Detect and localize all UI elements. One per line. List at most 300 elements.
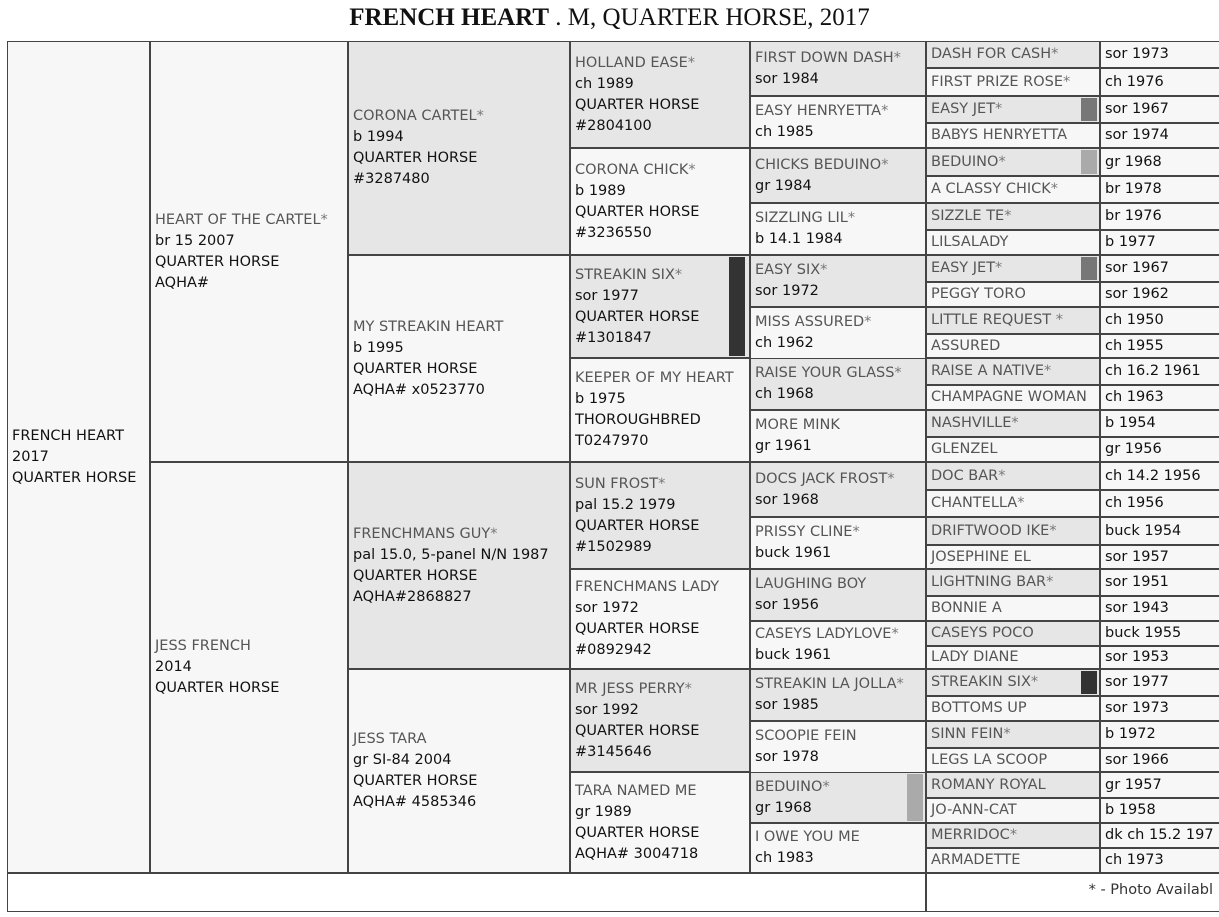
cell-content: [927, 799, 1099, 822]
gen5-info-cell: [1100, 282, 1219, 307]
gen5-name-cell[interactable]: [926, 123, 1100, 148]
cell-content: [927, 283, 1099, 306]
cell-content: [927, 386, 1099, 409]
gen5-name-cell[interactable]: [926, 721, 1100, 748]
gen3-breed: QUARTER HORSE: [575, 96, 700, 113]
horse-name: EASY JET: [931, 260, 996, 276]
grandparent-cell[interactable]: [348, 255, 570, 462]
gen4-name: [755, 469, 921, 490]
cell-content: [571, 463, 749, 568]
gen5-name-cell[interactable]: [926, 334, 1100, 358]
gen5-info: sor 1973: [1105, 46, 1169, 62]
gen4-cell[interactable]: [750, 721, 926, 773]
cell-content: [927, 411, 1099, 436]
photo-bar: [1081, 150, 1097, 174]
horse-name: BEDUINO: [755, 778, 823, 795]
photo-star: *: [822, 778, 830, 795]
gen4-cell[interactable]: [750, 148, 926, 203]
cell-content: [1101, 697, 1219, 720]
gen4-info: sor 1972: [755, 283, 819, 299]
gen5-name-cell[interactable]: [926, 307, 1100, 334]
cell-content: [927, 335, 1099, 357]
gen5-info: sor 1967: [1105, 101, 1169, 117]
gen1-breed: QUARTER HORSE: [155, 253, 280, 270]
cell-content: [927, 570, 1099, 595]
sire-dam-cell[interactable]: [150, 462, 348, 873]
cell-content: [927, 42, 1099, 67]
footer-left: [7, 873, 926, 912]
photo-star: *: [1030, 674, 1039, 690]
gen5-name-cell[interactable]: [926, 669, 1100, 696]
cell-content: [927, 69, 1099, 95]
gen5-name: [931, 850, 1095, 871]
cell-content: [927, 308, 1099, 333]
cell-content: [927, 773, 1099, 797]
photo-star: *: [1055, 312, 1064, 328]
cell-content: [1101, 622, 1219, 645]
gen5-name-cell[interactable]: [926, 96, 1100, 123]
horse-name: CORONA CHICK: [575, 161, 689, 178]
photo-star: *: [320, 211, 328, 228]
cell-content: [751, 204, 925, 254]
grandparent-cell[interactable]: [348, 41, 570, 255]
gen5-info-cell: [1100, 569, 1219, 596]
gen5-info: ch 16.2 1961: [1105, 363, 1201, 379]
horse-name: SIZZLE TE: [931, 208, 1005, 224]
photo-star: *: [894, 365, 902, 381]
gen5-info: sor 1953: [1105, 649, 1169, 665]
cell-content: [927, 749, 1099, 771]
great-grandparent-cell[interactable]: [570, 148, 750, 255]
gen3-reg: AQHA# 3004718: [575, 845, 699, 862]
horse-name: MR JESS PERRY: [575, 680, 685, 697]
gen5-name: [931, 598, 1095, 619]
cell-content: [1101, 335, 1219, 357]
gen2-breed: QUARTER HORSE: [353, 773, 478, 789]
gen2-breed: QUARTER HORSE: [353, 150, 478, 166]
cell-content: [751, 42, 925, 95]
horse-name: STREAKIN LA JOLLA: [755, 676, 897, 692]
horse-name: FIRST DOWN DASH: [755, 49, 894, 66]
gen1-breed: QUARTER HORSE: [155, 680, 280, 696]
gen4-info: gr 1984: [755, 177, 812, 194]
gen5-name-cell[interactable]: [926, 437, 1100, 462]
cell-content: [751, 518, 925, 568]
gen1-info: 2014: [155, 659, 192, 675]
photo-star: *: [893, 49, 901, 66]
great-grandparent-cell[interactable]: [570, 358, 750, 462]
gen4-info: sor 1985: [755, 697, 819, 713]
photo-star: *: [1003, 726, 1011, 742]
cell-content: [151, 463, 347, 872]
cell-content: [751, 149, 925, 202]
cell-content: [571, 773, 749, 872]
gen4-name: [755, 574, 921, 595]
gen4-cell[interactable]: [750, 569, 926, 621]
gen4-cell[interactable]: [750, 410, 926, 462]
horse-name: DOCS JACK FROST: [755, 470, 888, 487]
gen5-name-cell[interactable]: [926, 569, 1100, 596]
cell-content: [1101, 463, 1219, 489]
horse-name: STREAKIN SIX: [931, 674, 1031, 690]
gen5-name: [931, 647, 1095, 668]
gen4-name: [755, 363, 921, 384]
gen2-breed: QUARTER HORSE: [353, 360, 478, 377]
gen5-name: [931, 413, 1095, 434]
gen5-name-cell[interactable]: [926, 517, 1100, 545]
cell-content: [927, 647, 1099, 668]
gen5-info: buck 1954: [1105, 522, 1182, 539]
gen5-name-cell[interactable]: [926, 798, 1100, 823]
cell-content: [751, 570, 925, 620]
cell-content: [1101, 749, 1219, 771]
gen5-info: sor 1973: [1105, 700, 1169, 716]
cell-content: [571, 149, 749, 254]
cell-content: [349, 670, 569, 872]
gen3-breed: QUARTER HORSE: [575, 517, 700, 534]
gen5-info: gr 1957: [1105, 776, 1162, 793]
horse-name: BOTTOMS UP: [931, 700, 1027, 716]
gen2-name: [353, 317, 565, 338]
grandparent-cell[interactable]: [348, 462, 570, 669]
horse-name: HEART OF THE CARTEL: [155, 211, 321, 228]
gen4-cell[interactable]: [750, 96, 926, 148]
gen3-breed: QUARTER HORSE: [575, 824, 700, 841]
gen5-info-cell: [1100, 148, 1219, 176]
photo-star: *: [995, 260, 1003, 276]
gen4-info: sor 1968: [755, 491, 819, 508]
horse-name: BONNIE A: [931, 600, 1002, 616]
gen5-name: [931, 466, 1095, 487]
gen5-name: [931, 44, 1095, 65]
cell-content: [1101, 42, 1219, 67]
gen2-info: pal 15.0, 5-panel N/N 1987: [353, 546, 549, 563]
sire-dam-cell[interactable]: [150, 41, 348, 462]
gen5-name-cell[interactable]: [926, 621, 1100, 646]
gen5-name-cell[interactable]: [926, 176, 1100, 203]
cell-content: [751, 359, 925, 409]
horse-name: KEEPER OF MY HEART: [575, 370, 734, 386]
cell-content: [571, 359, 749, 461]
gen4-info: ch 1985: [755, 124, 814, 140]
gen2-reg: AQHA#2868827: [353, 588, 472, 605]
gen3-reg: #0892942: [575, 642, 652, 658]
gen5-name-cell[interactable]: [926, 646, 1100, 669]
cell-content: [927, 204, 1099, 229]
gen3-breed: QUARTER HORSE: [575, 621, 700, 637]
cell-content: [927, 670, 1099, 695]
gen5-name-cell[interactable]: [926, 748, 1100, 772]
gen5-name-cell[interactable]: [926, 282, 1100, 307]
gen5-name-cell[interactable]: [926, 696, 1100, 721]
horse-name: PRISSY CLINE: [755, 524, 853, 540]
gen5-name: [931, 698, 1095, 719]
gen4-name: [755, 726, 921, 747]
gen5-name: [931, 800, 1095, 821]
gen5-name: [931, 99, 1095, 120]
photo-star: *: [490, 525, 498, 542]
photo-star: *: [891, 626, 899, 642]
gen3-info: sor 1977: [575, 287, 639, 304]
photo-star: *: [1009, 827, 1018, 843]
cell-content: [151, 42, 347, 461]
gen5-name: [931, 336, 1095, 357]
cell-content: [571, 256, 749, 357]
gen4-cell[interactable]: [750, 462, 926, 517]
cell-content: [1101, 849, 1219, 872]
gen5-name: [931, 125, 1095, 146]
gen4-info: b 14.1 1984: [755, 231, 843, 247]
horse-name: FIRST PRIZE ROSE: [931, 73, 1064, 90]
horse-name: CHAMPAGNE WOMAN: [931, 389, 1087, 405]
gen4-name: [755, 48, 921, 69]
cell-content: [751, 463, 925, 516]
gen5-info-cell: [1100, 230, 1219, 255]
gen4-cell[interactable]: [750, 203, 926, 255]
gen5-info-cell: [1100, 646, 1219, 669]
gen5-info-cell: [1100, 203, 1219, 230]
footer-right: [926, 873, 1219, 912]
gen3-name: [575, 160, 745, 181]
gen5-info: sor 1951: [1105, 574, 1169, 590]
cell-content: [751, 722, 925, 772]
cell-content: [1101, 386, 1219, 409]
horse-name: CORONA CARTEL: [353, 108, 477, 124]
cell-content: [1101, 124, 1219, 147]
great-grandparent-cell[interactable]: [570, 462, 750, 569]
gen5-info-cell: [1100, 621, 1219, 646]
gen3-info: pal 15.2 1979: [575, 496, 676, 513]
gen5-name-cell[interactable]: [926, 255, 1100, 282]
gen4-name: [755, 415, 921, 436]
gen4-cell[interactable]: [750, 517, 926, 569]
gen3-reg: #1301847: [575, 329, 652, 346]
gen5-info: ch 14.2 1956: [1105, 467, 1201, 484]
gen5-name-cell[interactable]: [926, 358, 1100, 385]
gen5-info-cell: [1100, 255, 1219, 282]
gen3-breed: THOROUGHBRED: [575, 412, 701, 428]
photo-star: *: [995, 101, 1003, 117]
horse-name: LAUGHING BOY: [755, 576, 867, 592]
gen5-info: buck 1955: [1105, 625, 1182, 641]
horse-name: HOLLAND EASE: [575, 54, 688, 71]
horse-name: CASEYS LADYLOVE: [755, 626, 892, 642]
gen5-info-cell: [1100, 96, 1219, 123]
gen5-name: [931, 439, 1095, 460]
photo-star: *: [1046, 574, 1054, 590]
cell-content: [1101, 283, 1219, 306]
cell-content: [1101, 69, 1219, 95]
horse-name: EASY JET: [931, 101, 996, 117]
cell-content: [571, 670, 749, 771]
gen4-cell[interactable]: [750, 823, 926, 873]
gen5-name-cell[interactable]: [926, 410, 1100, 437]
photo-star: *: [1063, 73, 1071, 90]
photo-star: *: [1004, 208, 1012, 224]
gen2-info: b 1995: [353, 339, 404, 356]
gen4-cell[interactable]: [750, 621, 926, 669]
gen5-info-cell: [1100, 68, 1219, 96]
cell-content: [1101, 256, 1219, 281]
great-grandparent-cell[interactable]: [570, 255, 750, 358]
horse-name: SIZZLING LIL: [755, 210, 848, 226]
gen4-cell[interactable]: [750, 41, 926, 96]
gen5-name-cell[interactable]: [926, 823, 1100, 848]
gen4-name: [755, 312, 921, 333]
cell-content: [1101, 438, 1219, 461]
gen5-name: [931, 361, 1095, 382]
great-grandparent-cell[interactable]: [570, 772, 750, 873]
gen5-name-cell[interactable]: [926, 230, 1100, 255]
gen5-name-cell[interactable]: [926, 772, 1100, 798]
horse-name: LILSALADY: [931, 234, 1009, 250]
gen5-name-cell[interactable]: [926, 490, 1100, 517]
gen4-name: [755, 522, 921, 543]
cell-content: [1101, 824, 1219, 847]
photo-star: *: [688, 161, 696, 178]
gen4-name: [755, 827, 921, 848]
gen4-name: [755, 674, 921, 695]
photo-bar: [729, 257, 745, 356]
gen4-info: gr 1961: [755, 438, 812, 454]
horse-name: EASY HENRYETTA: [755, 103, 882, 119]
gen4-name: [755, 155, 921, 176]
gen4-cell[interactable]: [750, 358, 926, 410]
gen5-info-cell: [1100, 334, 1219, 358]
horse-name: RAISE YOUR GLASS: [755, 365, 895, 381]
great-grandparent-cell[interactable]: [570, 569, 750, 669]
gen5-info: b 1977: [1105, 234, 1156, 250]
photo-star: *: [1049, 522, 1057, 539]
horse-name: FRENCHMANS GUY: [353, 525, 491, 542]
subject-name: FRENCH HEART: [12, 427, 124, 444]
gen5-info: ch 1955: [1105, 337, 1164, 354]
gen4-info: ch 1983: [755, 850, 814, 866]
cell-content: [927, 124, 1099, 147]
horse-name: I OWE YOU ME: [755, 829, 860, 845]
photo-star: *: [881, 103, 889, 119]
gen3-breed: QUARTER HORSE: [575, 308, 700, 325]
gen5-name: [931, 284, 1095, 305]
horse-name: PEGGY TORO: [931, 286, 1026, 302]
photo-star: *: [847, 210, 856, 226]
gen5-info: sor 1962: [1105, 286, 1169, 302]
gen5-name-cell[interactable]: [926, 545, 1100, 569]
gen5-name-cell[interactable]: [926, 848, 1100, 873]
gen5-info: sor 1974: [1105, 127, 1169, 143]
cell-content: [1101, 799, 1219, 822]
gen4-name: [755, 777, 921, 798]
photo-star: *: [881, 156, 889, 173]
horse-name: SINN FEIN: [931, 726, 1004, 742]
horse-name: GLENZEL: [931, 441, 998, 457]
gen5-info: sor 1943: [1105, 600, 1169, 616]
cell-content: [927, 97, 1099, 122]
great-grandparent-cell[interactable]: [570, 41, 750, 148]
photo-bar: [1081, 257, 1097, 280]
photo-star: *: [1050, 181, 1059, 197]
subject-breed: QUARTER HORSE: [12, 469, 137, 486]
gen3-info: b 1989: [575, 182, 626, 199]
gen5-name-cell[interactable]: [926, 203, 1100, 230]
gen5-name: [931, 310, 1095, 331]
gen5-info: ch 1973: [1105, 852, 1164, 868]
gen3-name: [575, 368, 745, 389]
gen4-name: [755, 624, 921, 645]
photo-star: *: [1044, 363, 1052, 379]
subject-cell: [7, 41, 150, 873]
cell-content: [1101, 177, 1219, 202]
cell-content: [751, 97, 925, 147]
gen4-name: [755, 260, 921, 281]
photo-star: *: [1011, 415, 1019, 431]
gen5-info: gr 1968: [1105, 153, 1162, 170]
cell-content: [927, 359, 1099, 384]
gen3-info: sor 1992: [575, 701, 639, 718]
subject-year: 2017: [12, 448, 49, 465]
gen3-reg: #1502989: [575, 538, 652, 555]
horse-name: DRIFTWOOD IKE: [931, 522, 1050, 539]
gen4-cell[interactable]: [750, 669, 926, 721]
horse-name: RAISE A NATIVE: [931, 363, 1045, 379]
gen5-info-cell: [1100, 490, 1219, 517]
cell-content: [927, 491, 1099, 516]
gen4-cell[interactable]: [750, 255, 926, 307]
gen5-info: b 1972: [1105, 726, 1156, 742]
grandparent-cell[interactable]: [348, 669, 570, 873]
gen5-name: [931, 179, 1095, 200]
cell-content: [1101, 97, 1219, 122]
gen5-name-cell[interactable]: [926, 148, 1100, 176]
gen2-breed: QUARTER HORSE: [353, 567, 478, 584]
gen4-info: buck 1961: [755, 647, 832, 663]
gen5-info: sor 1967: [1105, 260, 1169, 276]
gen5-name-cell[interactable]: [926, 462, 1100, 490]
cell-content: [927, 438, 1099, 461]
gen1-name: [155, 210, 343, 231]
photo-star: *: [1017, 495, 1025, 511]
cell-content: [927, 518, 1099, 544]
horse-name: DOC BAR: [931, 467, 999, 484]
gen5-name-cell[interactable]: [926, 596, 1100, 621]
cell-content: [349, 42, 569, 254]
great-grandparent-cell[interactable]: [570, 669, 750, 772]
cell-content: [349, 256, 569, 461]
gen3-breed: QUARTER HORSE: [575, 203, 700, 220]
gen5-info-cell: [1100, 307, 1219, 334]
gen1-reg: AQHA#: [155, 274, 210, 291]
horse-name: ASSURED: [931, 337, 1001, 354]
horse-name: CASEYS POCO: [931, 625, 1034, 641]
cell-content: [751, 773, 925, 822]
gen5-info-cell: [1100, 798, 1219, 823]
gen5-name-cell[interactable]: [926, 385, 1100, 410]
gen4-cell[interactable]: [750, 307, 926, 359]
cell-content: [1101, 597, 1219, 620]
gen5-info-cell: [1100, 748, 1219, 772]
cell-content: [927, 546, 1099, 568]
cell-content: [1101, 149, 1219, 175]
cell-content: [927, 697, 1099, 720]
gen3-name: [575, 474, 745, 495]
horse-name: JOSEPHINE EL: [931, 548, 1031, 565]
cell-content: [751, 670, 925, 720]
gen5-name-cell[interactable]: [926, 41, 1100, 68]
photo-available-note: * - Photo Availabl: [1088, 882, 1213, 898]
cell-content: [1101, 308, 1219, 333]
gen5-name-cell[interactable]: [926, 68, 1100, 96]
gen4-cell[interactable]: [750, 772, 926, 823]
